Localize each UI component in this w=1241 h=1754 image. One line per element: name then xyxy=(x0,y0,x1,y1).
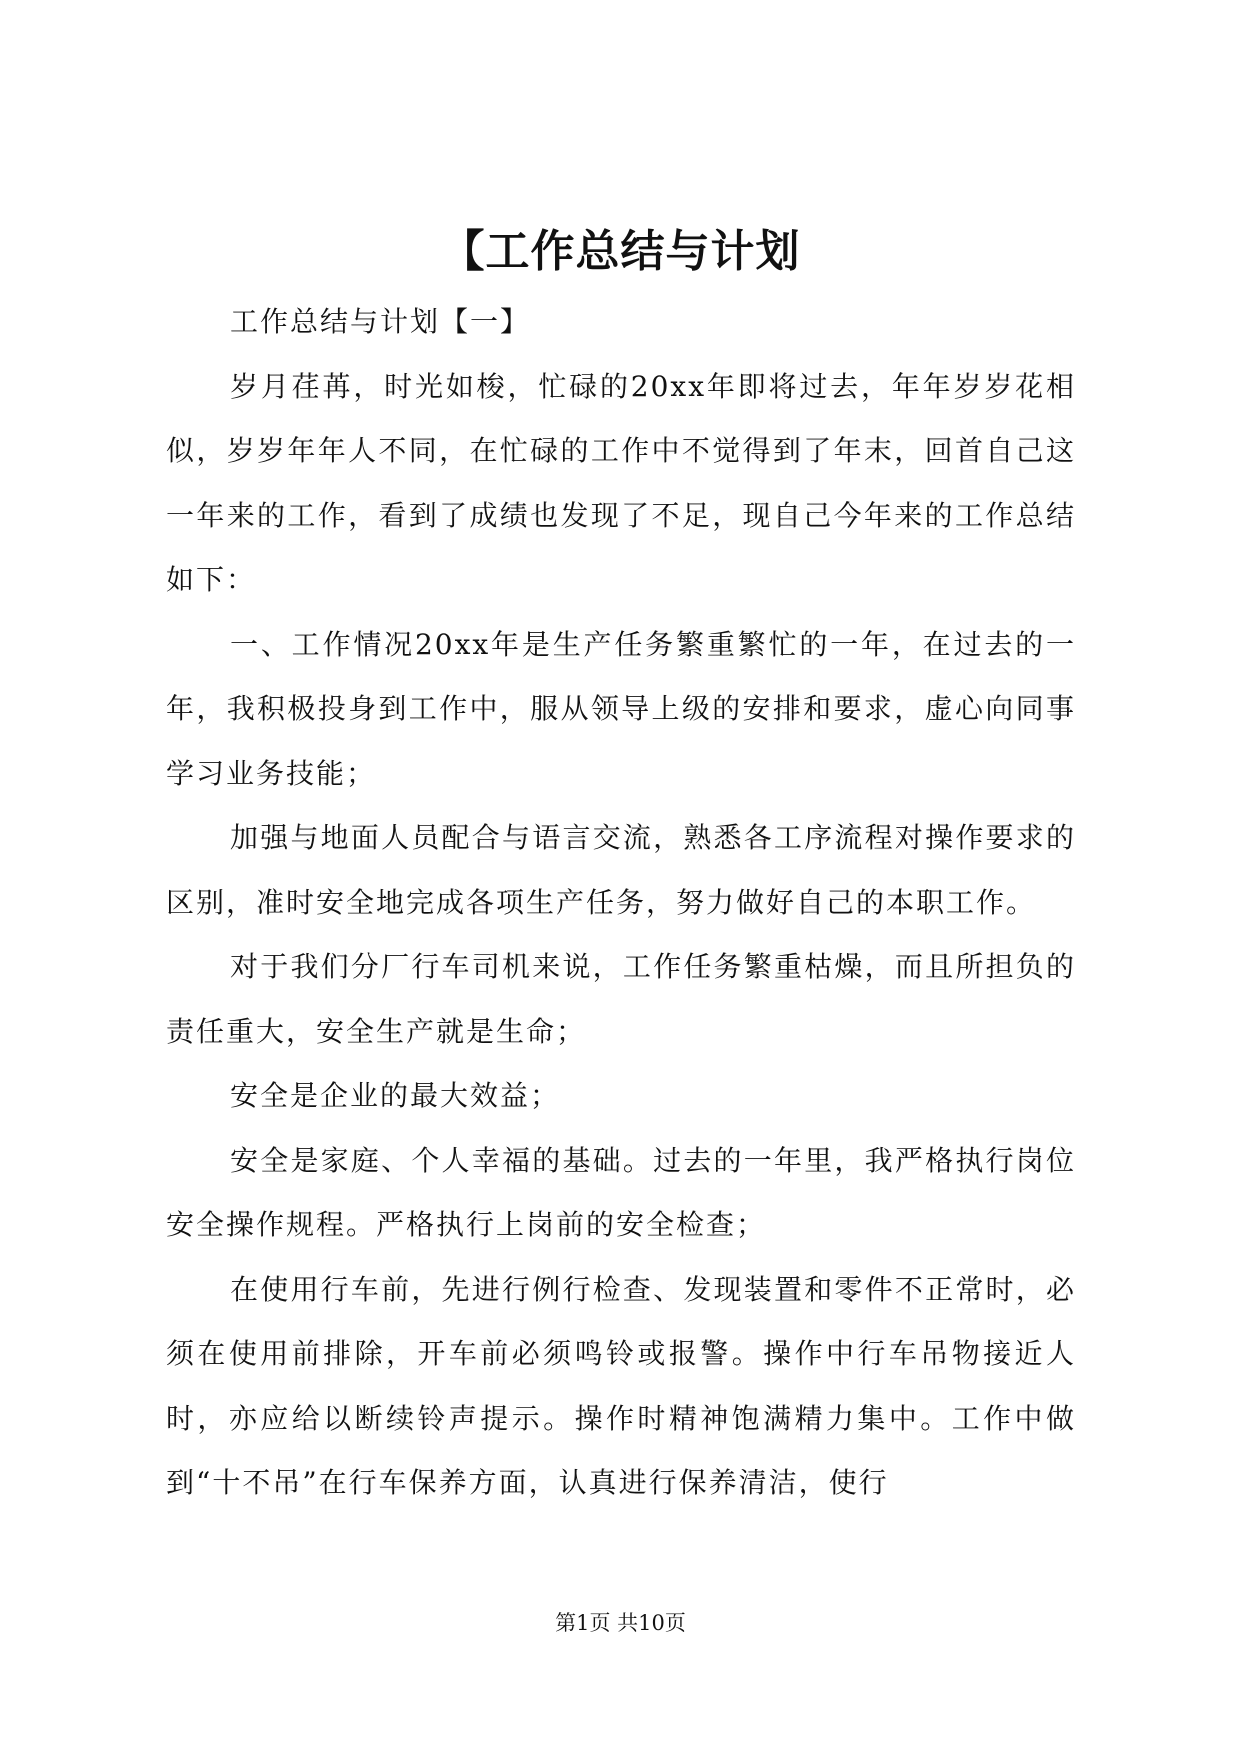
page-footer: 第1页 共10页 xyxy=(555,1611,686,1635)
paragraph: 安全是企业的最大效益； xyxy=(230,1079,561,1112)
section-heading: 工作总结与计划【一】 xyxy=(230,305,531,338)
paragraph: 加强与地面人员配合与语言交流，熟悉各工序流程对操作要求的区别，准时安全地完成各项生产任务，努力做好自己的本职工作。 xyxy=(166,821,1076,919)
paragraph: 对于我们分厂行车司机来说，工作任务繁重枯燥，而且所担负的责任重大，安全生产就是生命； xyxy=(166,950,1076,1048)
paragraph: 一、工作情况20xx年是生产任务繁重繁忙的一年，在过去的一年，我积极投身到工作中，服从领导上级的安排和要求，虚心向同事学习业务技能； xyxy=(166,627,1076,790)
paragraph: 岁月荏苒，时光如梭，忙碌的20xx年即将过去，年年岁岁花相似，岁岁年年人不同，在忙碌的工作中不觉得到了年末，回首自己这一年来的工作，看到了成绩也发现了不足，现自己今年来的工作总结如下： xyxy=(166,369,1076,596)
paragraph: 在使用行车前，先进行例行检查、发现装置和零件不正常时，必须在使用前排除，开车前必须鸣铃或报警。操作中行车吊物接近人时，亦应给以断续铃声提示。操作时精神饱满精力集中。工作中做到“十不吊”在行车保养方面，认真进行保养清洁，使行 xyxy=(166,1272,1076,1499)
document-body xyxy=(166,290,1076,1516)
document-title: 【工作总结与计划 xyxy=(440,226,801,277)
paragraph: 安全是家庭、个人幸福的基础。过去的一年里，我严格执行岗位安全操作规程。严格执行上岗前的安全检查； xyxy=(166,1143,1076,1241)
